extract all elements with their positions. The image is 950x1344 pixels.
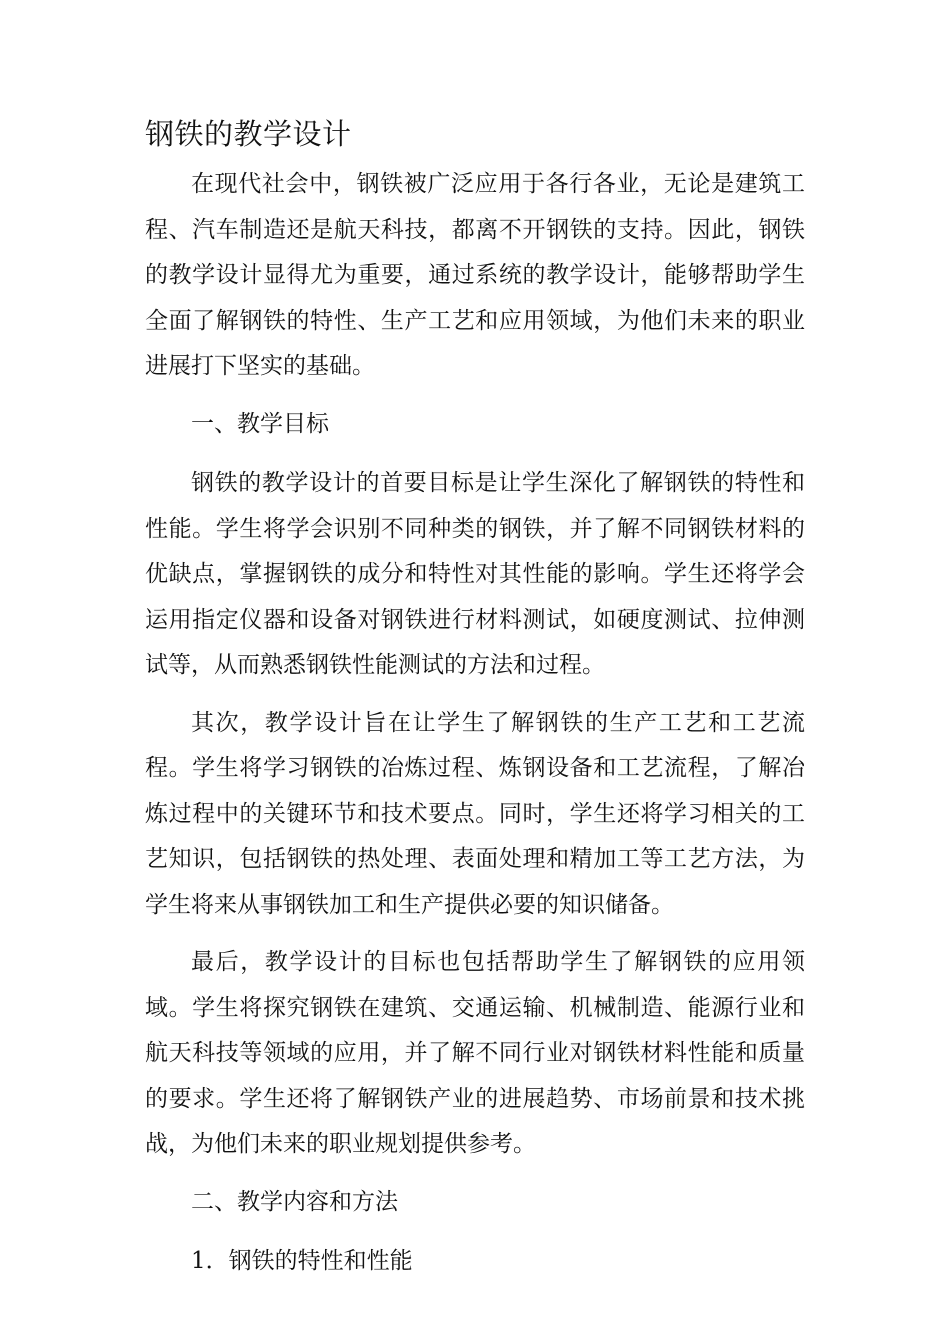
objectives-paragraph-2: 其次，教学设计旨在让学生了解钢铁的生产工艺和工艺流程。学生将学习钢铁的冶炼过程、炼钢设备和工艺流程，了解冶炼过程中的关键环节和技术要点。同时，学生还将学习相关的工艺知识，包括钢铁的热处理、表面处理和精加工等工艺方法，为学生将来从事钢铁加工和生产提供必要的知识储备。 <box>145 709 805 918</box>
document-body <box>145 162 805 1297</box>
section-heading-objectives: 一、教学目标 <box>191 410 329 437</box>
objectives-paragraph-3: 最后，教学设计的目标也包括帮助学生了解钢铁的应用领域。学生将探究钢铁在建筑、交通运输、机械制造、能源行业和航天科技等领域的应用，并了解不同行业对钢铁材料性能和质量的要求。学生还将了解钢铁产业的进展趋势、市场前景和技术挑战，为他们未来的职业规划提供参考。 <box>145 949 805 1157</box>
list-item-properties: 1．钢铁的特性和性能 <box>191 1248 413 1274</box>
document-title: 钢铁的教学设计 <box>145 117 352 151</box>
section-heading-content-methods: 二、教学内容和方法 <box>191 1188 398 1215</box>
intro-paragraph: 在现代社会中，钢铁被广泛应用于各行各业，无论是建筑工程、汽车制造还是航天科技，都离不开钢铁的支持。因此，钢铁的教学设计显得尤为重要，通过系统的教学设计，能够帮助学生全面了解钢铁的特性、生产工艺和应用领域，为他们未来的职业进展打下坚实的基础。 <box>145 171 805 379</box>
objectives-paragraph-1: 钢铁的教学设计的首要目标是让学生深化了解钢铁的特性和性能。学生将学会识别不同种类的钢铁，并了解不同钢铁材料的优缺点，掌握钢铁的成分和特性对其性能的影响。学生还将学会运用指定仪器和设备对钢铁进行材料测试，如硬度测试、拉伸测试等，从而熟悉钢铁性能测试的方法和过程。 <box>145 470 805 678</box>
